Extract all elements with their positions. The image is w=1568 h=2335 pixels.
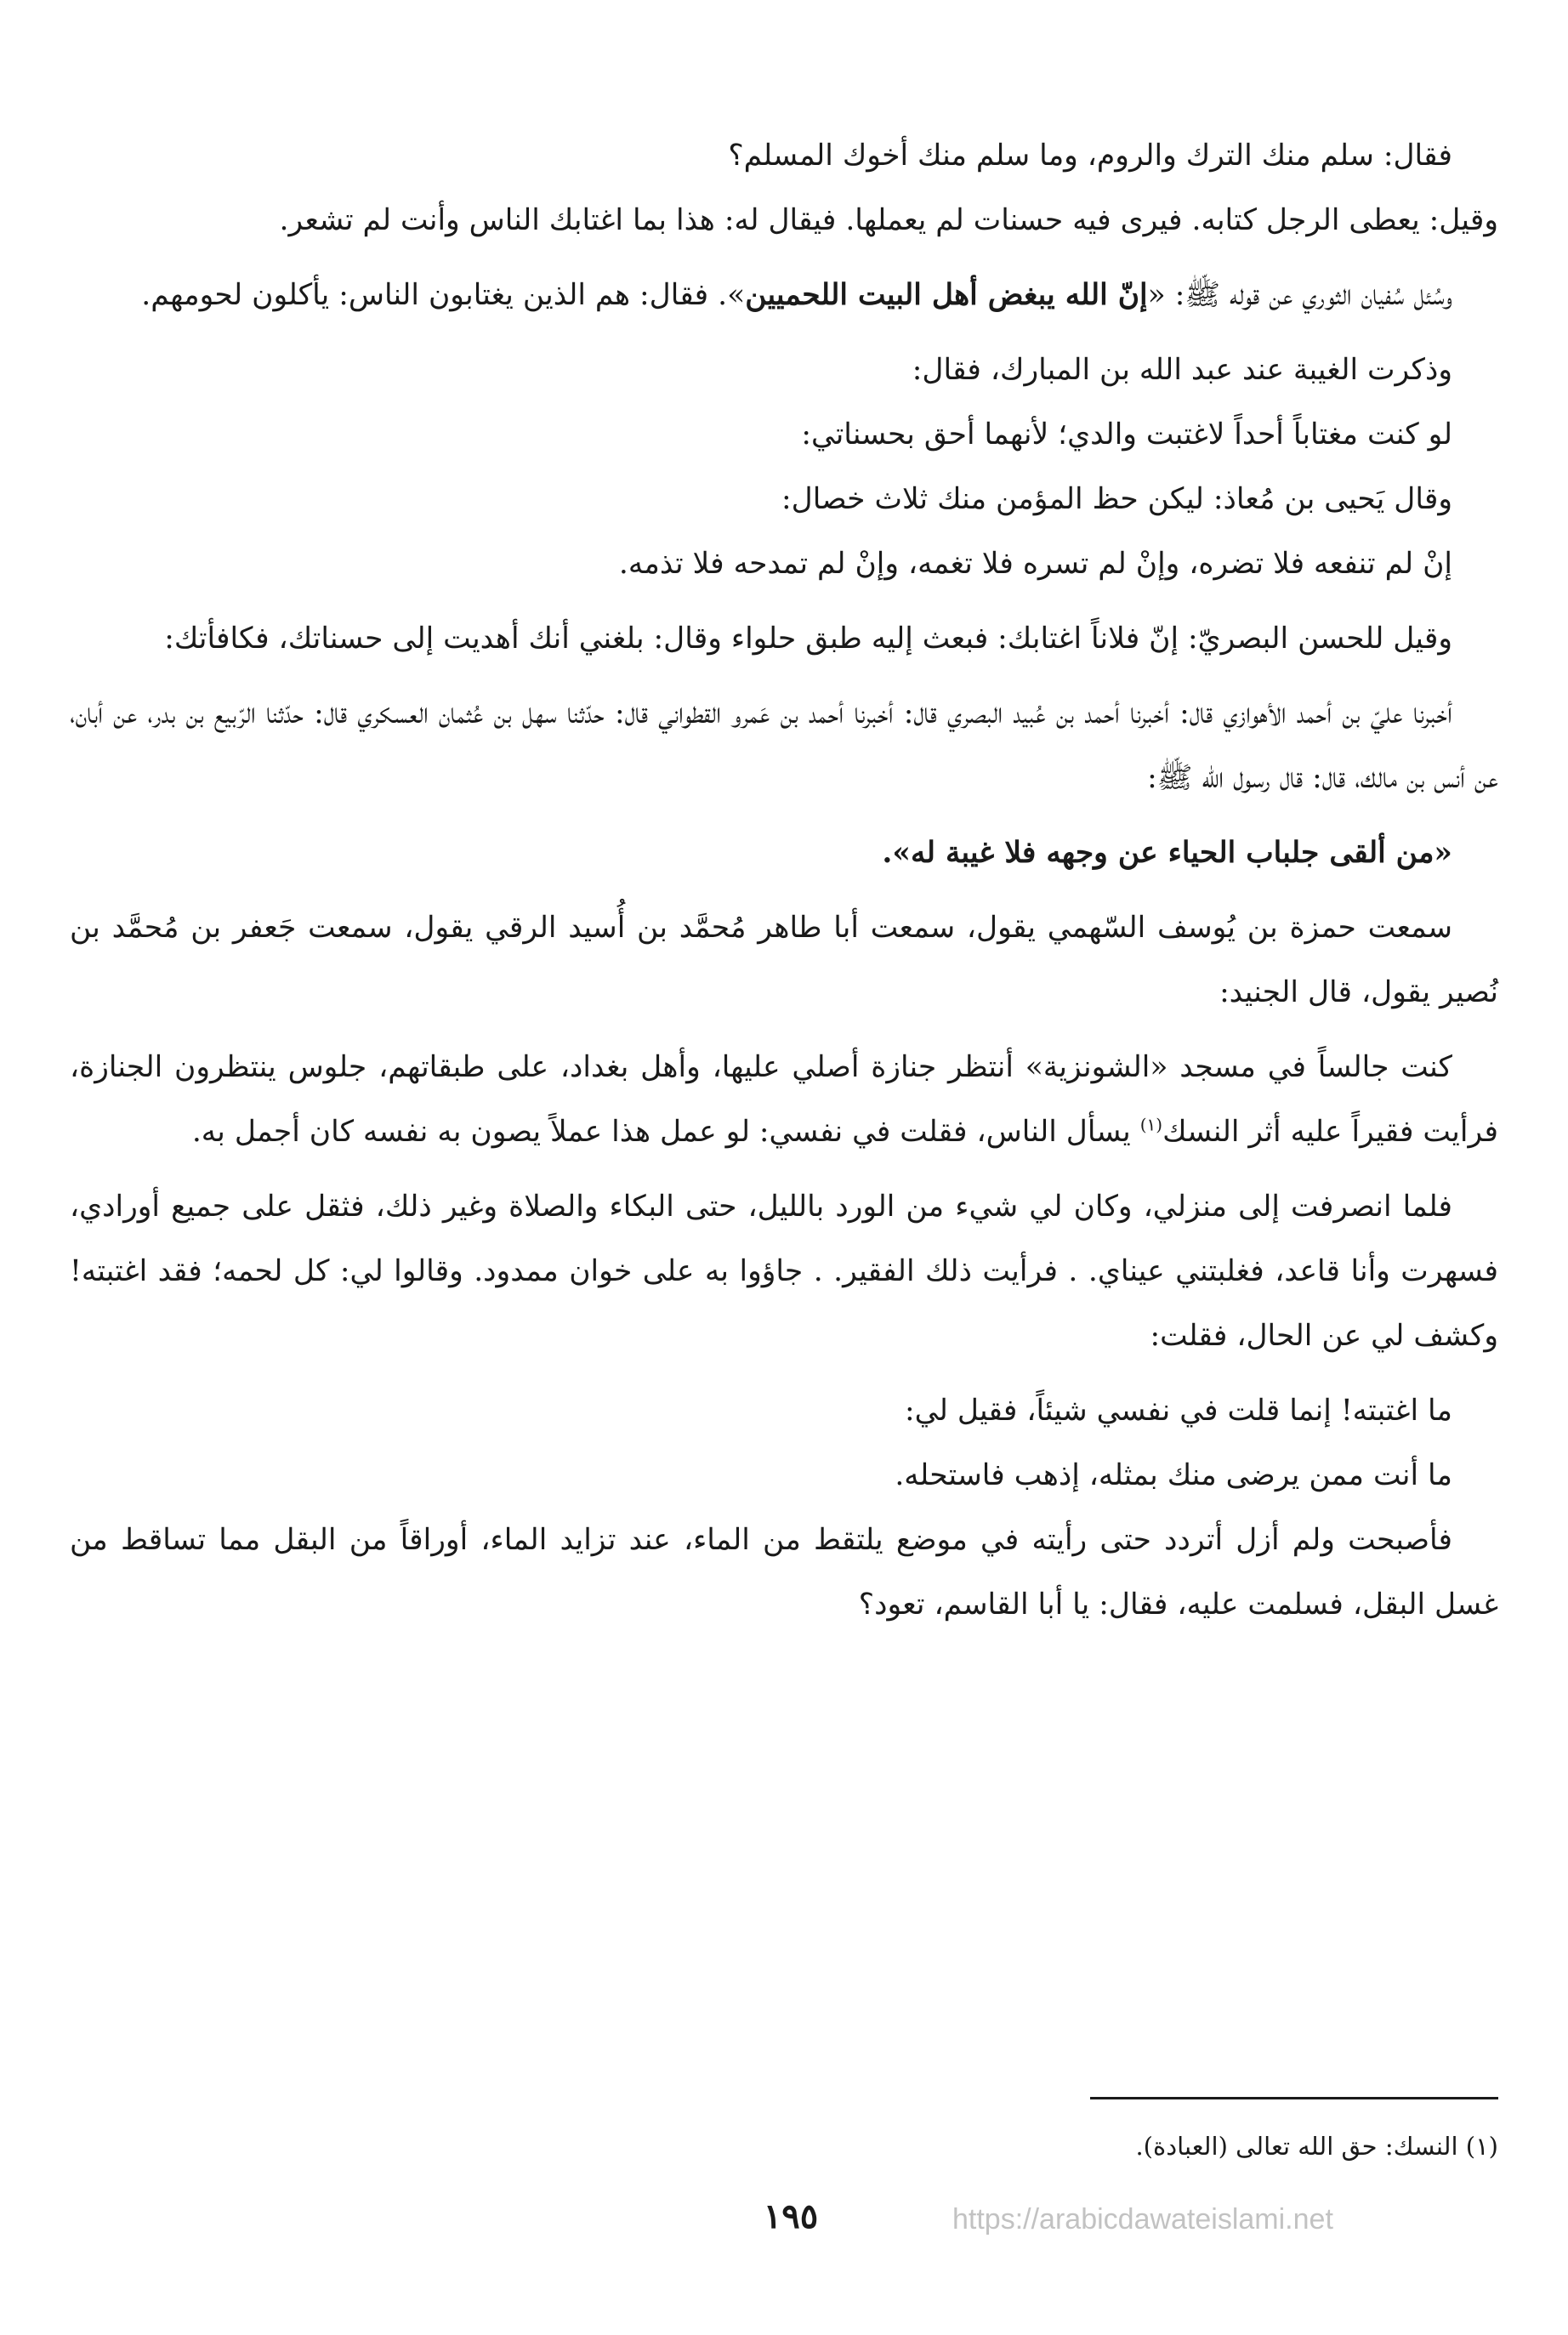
paragraph-text: ما أنت ممن يرضى منك بمثله، إذهب فاستحله. [895, 1458, 1452, 1492]
paragraph-text: وقيل للحسن البصريّ: إنّ فلاناً اغتابك: فبعث إليه طبق حلواء وقال: بلغني أنك أهديت إلى حسناتك، فكافأتك: [164, 622, 1452, 656]
paragraph-text: فأصبحت ولم أزل أتردد حتى رأيته في موضع يلتقط من الماء، عند تزايد الماء، أوراقاً من البقل مما تساقط من غسل البقل، فسلمت عليه، فقال: يا أبا القاسم، تعود؟ [70, 1523, 1498, 1622]
paragraph-4 [70, 338, 1498, 402]
paragraph-15 [70, 1443, 1498, 1508]
footnote-reference: (١) [1139, 1114, 1163, 1135]
paragraph-text-after: ». فقال: هم الذين يغتابون الناس: يأكلون لحومهم. [141, 278, 746, 312]
paragraph-text: سمعت حمزة بن يُوسف السّهمي يقول، سمعت أبا طاهر مُحمَّد بن أُسيد الرقي يقول، سمعت جَعفر بن مُحمَّد بن نُصير يقول، قال الجنيد: [70, 911, 1498, 1009]
page-number: ١٩٥ [763, 2196, 819, 2236]
paragraph-text: وذكرت الغيبة عند عبد الله بن المبارك، فقال: [912, 353, 1452, 387]
paragraph-2 [70, 188, 1498, 253]
paragraph-text-before: وسُئل سُفيان الثوري عن قوله ﷺ: « [1147, 278, 1452, 312]
paragraph-text: وقيل: يعطى الرجل كتابه. فيرى فيه حسنات لم يعملها. فيقال له: هذا بما اغتابك الناس وأنت لم تشعر. [279, 203, 1498, 237]
paragraph-text: وقال يَحيى بن مُعاذ: ليكن حظ المؤمن منك ثلاث خصال: [781, 482, 1452, 516]
paragraph-6 [70, 467, 1498, 531]
paragraph-9 [70, 681, 1498, 810]
paragraph-12 [70, 1035, 1498, 1164]
paragraph-text: ما اغتبته! إنما قلت في نفسي شيئاً، فقيل لي: [905, 1394, 1452, 1428]
paragraph-text: لو كنت مغتاباً أحداً لاغتبت والدي؛ لأنهما أحق بحسناتي: [801, 418, 1452, 452]
paragraph-14 [70, 1378, 1498, 1443]
watermark-url: https://arabicdawateislami.net [952, 2203, 1333, 2236]
paragraph-8 [70, 606, 1498, 671]
paragraph-13 [70, 1174, 1498, 1368]
paragraph-text-after: يسأل الناس، فقلت في نفسي: لو عمل هذا عملاً يصون به نفسه كان أجمل به. [191, 1115, 1140, 1149]
paragraph-text: أخبرنا عليّ بن أحمد الأهوازي قال: أخبرنا أحمد بن عُبيد البصري قال: أخبرنا أحمد بن عَمرو القطواني قال: حدّثنا سهل بن عُثمان العسكري قال: حدّثنا الرّبيع بن بدر، عن أبان، عن أنس بن مالك، قال: قال رسول الله ﷺ: [70, 696, 1498, 795]
footnote: (١) النسك: حق الله تعالى (العبادة). [1135, 2132, 1498, 2161]
paragraph-text: فلما انصرفت إلى منزلي، وكان لي شيء من الورد بالليل، حتى البكاء والصلاة وغير ذلك، فثقل على جميع أورادي، فسهرت وأنا قاعد، فغلبتني عيناي. . فرأيت ذلك الفقير. . جاؤوا به على خوان ممدود. وقالوا لي: كل لحمه؛ فقد اغتبته! وكشف لي عن الحال، فقلت: [70, 1190, 1498, 1353]
paragraph-10-hadith [70, 821, 1498, 885]
paragraph-1 [70, 123, 1498, 188]
paragraph-7 [70, 531, 1498, 596]
paragraph-text-before: كنت جالساً في مسجد «الشونزية» أنتظر جنازة أصلي عليها، وأهل بغداد، على طبقاتهم، جلوس ينتظرون الجنازة، فرأيت فقيراً عليه أثر النسك [70, 1050, 1498, 1149]
footnote-divider [1090, 2097, 1498, 2099]
paragraph-11 [70, 895, 1498, 1025]
hadith-quote: إنّ الله يبغض أهل البيت اللحميين [745, 278, 1148, 312]
paragraph-text: إنْ لم تنفعه فلا تضره، وإنْ لم تسره فلا تغمه، وإنْ لم تمدحه فلا تذمه. [618, 547, 1452, 581]
paragraph-text: فقال: سلم منك الترك والروم، وما سلم منك أخوك المسلم؟ [728, 139, 1452, 173]
paragraph-5 [70, 402, 1498, 467]
hadith-quote: «من ألقى جلباب الحياء عن وجهه فلا غيبة له». [882, 836, 1452, 870]
paragraph-3 [70, 263, 1498, 327]
main-text [70, 123, 1498, 1647]
paragraph-16 [70, 1508, 1498, 1637]
